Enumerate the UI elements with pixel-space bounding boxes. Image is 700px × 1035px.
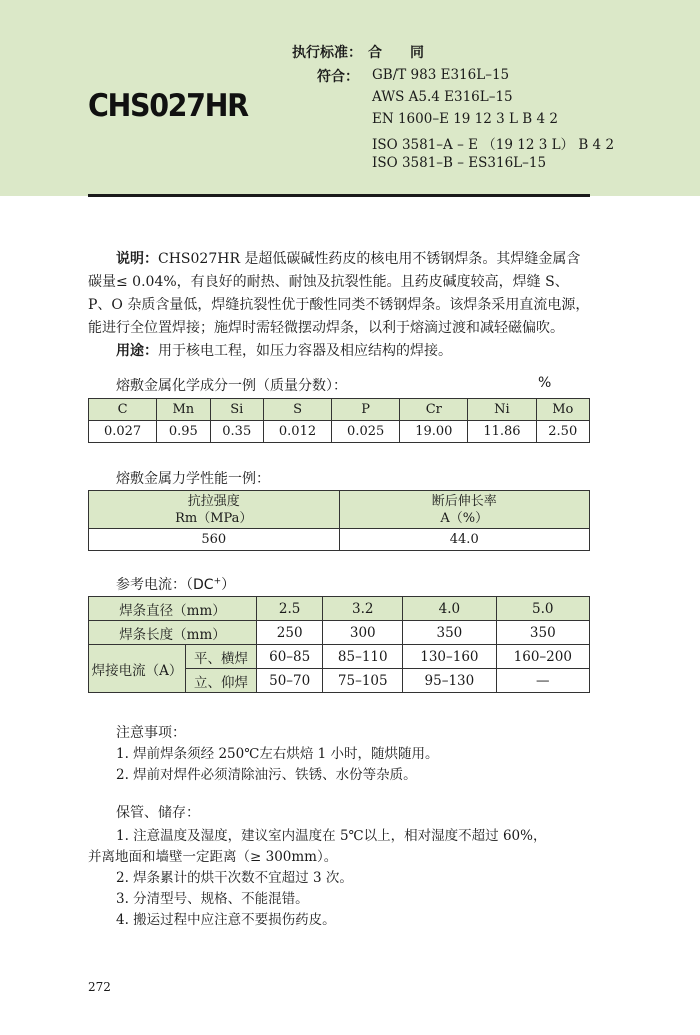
chem-header-cell: Ni [468, 399, 536, 421]
mechanical-header-row [89, 491, 590, 529]
tensile-header-cell [89, 491, 340, 529]
conform-line: EN 1600–E 19 12 3 L B 4 2 [372, 111, 558, 127]
chem-header-cell: P [332, 399, 400, 421]
storage-title: 保管、储存： [116, 805, 200, 821]
vertical-label-cell: 立、仰焊 [186, 669, 257, 693]
chem-header-cell: Mn [157, 399, 210, 421]
length-label-cell: 焊条长度（mm） [89, 621, 257, 645]
tensile-value-cell: 560 [89, 529, 340, 551]
diameter-label-cell: 焊条直径（mm） [89, 597, 257, 621]
flat-current-cell: 130–160 [403, 645, 496, 669]
flat-current-row [89, 645, 590, 669]
usage-paragraph [88, 340, 590, 363]
elongation-header-line1: 断后伸长率 [431, 493, 497, 509]
product-model-title: CHS027HR [88, 88, 248, 124]
usage-text: 用于核电工程，如压力容器及相应结构的焊接。 [158, 343, 452, 359]
vertical-current-cell: 50–70 [257, 669, 323, 693]
chemistry-table [88, 398, 590, 443]
storage-item: 并离地面和墙壁一定距离（≥ 300mm）。 [88, 849, 338, 865]
chem-value-cell: 19.00 [400, 421, 468, 443]
chem-value-cell: 0.35 [210, 421, 263, 443]
chemistry-title: 熔敷金属化学成分一例（质量分数）： [116, 378, 347, 394]
description-text: CHS027HR 是超低碳碱性药皮的核电用不锈钢焊条。其焊缝金属含碳量≤ 0.04%，有良好的耐热、耐蚀及抗裂性能。且药皮碱度较高，焊缝 S、P、O 杂质含量低，焊缝抗裂性优于酸性同类不锈钢焊条。该焊条采用直流电源，能进行全位置焊接；施焊时需轻微摆动焊条，以利于熔滴过渡和减轻磁偏吹。 [88, 251, 590, 336]
conform-line: ISO 3581–B – ES316L–15 [372, 155, 547, 171]
standard-value: 合 同 [368, 45, 424, 61]
diameter-cell: 3.2 [323, 597, 403, 621]
conform-line: AWS A5.4 E316L–15 [372, 89, 513, 105]
notes-item: 1. 焊前焊条须经 250℃左右烘焙 1 小时，随烘随用。 [116, 746, 439, 762]
header-rule [88, 194, 590, 197]
conform-line: ISO 3581–A – E （19 12 3 L） B 4 2 [372, 137, 615, 153]
notes-item: 2. 焊前对焊件必须清除油污、铁锈、水份等杂质。 [116, 767, 417, 783]
chem-value-cell: 0.95 [157, 421, 210, 443]
elongation-header-cell [339, 491, 590, 529]
vertical-current-cell: 75–105 [323, 669, 403, 693]
chem-header-cell: Si [210, 399, 263, 421]
length-cell: 350 [403, 621, 496, 645]
flat-current-cell: 85–110 [323, 645, 403, 669]
vertical-current-cell: — [496, 669, 589, 693]
usage-label: 用途： [116, 343, 158, 359]
current-title-text: 参考电流：（DC [116, 577, 214, 593]
chemistry-unit: % [538, 375, 552, 391]
length-row [89, 621, 590, 645]
current-title [116, 574, 235, 594]
page-number: 272 [88, 980, 111, 994]
mechanical-value-row [89, 529, 590, 551]
chem-value-cell: 2.50 [536, 421, 589, 443]
current-table [88, 596, 590, 693]
vertical-current-cell: 95–130 [403, 669, 496, 693]
flat-current-cell: 160–200 [496, 645, 589, 669]
flat-current-cell: 60–85 [257, 645, 323, 669]
diameter-row [89, 597, 590, 621]
chem-header-cell: Cr [400, 399, 468, 421]
storage-item: 1. 注意温度及湿度，建议室内温度在 5℃以上，相对湿度不超过 60%， [116, 828, 547, 844]
tensile-header-line1: 抗拉强度 [187, 493, 240, 509]
flat-label-cell: 平、横焊 [186, 645, 257, 669]
chem-value-cell: 0.027 [89, 421, 157, 443]
length-cell: 300 [323, 621, 403, 645]
chem-value-cell: 0.012 [263, 421, 331, 443]
description-paragraph [88, 248, 590, 340]
diameter-cell: 5.0 [496, 597, 589, 621]
tensile-header-line2: Rm（MPa） [175, 510, 253, 526]
diameter-cell: 2.5 [257, 597, 323, 621]
chemistry-header-row [89, 399, 590, 421]
chem-header-cell: C [89, 399, 157, 421]
notes-title: 注意事项： [116, 725, 186, 741]
conform-label: 符合： [317, 69, 359, 85]
chem-value-cell: 11.86 [468, 421, 536, 443]
chemistry-value-row [89, 421, 590, 443]
mechanical-title: 熔敷金属力学性能一例： [116, 471, 270, 487]
chem-header-cell: Mo [536, 399, 589, 421]
chem-header-cell: S [263, 399, 331, 421]
storage-item: 4. 搬运过程中应注意不要损伤药皮。 [116, 912, 336, 928]
length-cell: 250 [257, 621, 323, 645]
storage-item: 2. 焊条累计的烘干次数不宜超过 3 次。 [116, 870, 353, 886]
current-title-sup: + [213, 576, 222, 587]
elongation-header-line2: A（%） [440, 510, 489, 526]
elongation-value-cell: 44.0 [339, 529, 590, 551]
current-label-cell: 焊接电流（A） [89, 645, 186, 693]
diameter-cell: 4.0 [403, 597, 496, 621]
description-label: 说明： [116, 251, 158, 267]
chem-value-cell: 0.025 [332, 421, 400, 443]
mechanical-table [88, 490, 590, 551]
standard-label: 执行标准： [292, 45, 362, 61]
conform-line: GB/T 983 E316L–15 [372, 67, 510, 83]
length-cell: 350 [496, 621, 589, 645]
storage-item: 3. 分清型号、规格、不能混错。 [116, 891, 309, 907]
current-title-end: ） [221, 577, 236, 593]
